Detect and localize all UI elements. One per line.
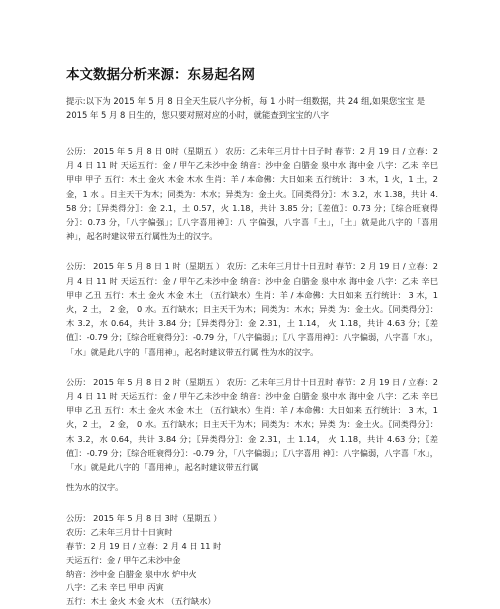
hour-3-spring-line: 春节：2 月 19 日 / 立春：2 月 4 日 11 时 (66, 541, 222, 552)
hour-3-bazi-line: 八字：乙未 辛巳 甲申 丙寅 (66, 582, 164, 593)
hour-3-lunar-line: 农历：乙未年三月廿十日寅时 (66, 527, 173, 538)
hour-3-nayin-line: 纳音：沙中金 白腊金 泉中水 炉中火 (66, 568, 197, 579)
document-page (66, 66, 438, 609)
hour-3-tianyun-line: 天运五行：金 / 甲午乙未沙中金 (66, 554, 181, 565)
document-title: 本文数据分析来源：东易起名网 (66, 67, 255, 83)
hour-0-paragraph: 公历： 2015 年 5 月 8 日 0时（星期五 ） 农历：乙未年三月廿十日子时 春节：2 月 19 日 / 立春：2 月 4 日 11 时 天运五行：金 / 甲午乙未沙中金 纳音：沙中金 白腊金 泉中水 海中金 八字：乙未 辛巳 甲申 甲子 五行：木土 金火 木金 木水 生肖：羊 / 本命佛：大日如来 五行统计： 3 木，1 火，1 土，2 金，1 水 。日主天干为木；同类为：木水；异类为：金土火。〖同类得分〗：木 3.2，水 1.38，共计 4.58 分；〖异类得分〗：金 2.1，土 0.57，火 1.18，共计 3.85 分；〖差值〗：0.73 分；〖综合旺衰得分〗：0.73 分，「八字偏强」；〖八字喜用神〗：八 字偏强，八字喜「土」，「土」就是此八字的「喜用神」，起名时建议带五行属性为土的汉字。 (66, 146, 438, 242)
hour-3-solar-line: 公历： 2015 年 5 月 8 日 3时（星期五 ） (66, 513, 222, 524)
intro-note: 提示:以下为 2015 年 5 月 8 日全天生辰八字分析，每 1 小时一组数据，共 24 组,如果您宝宝 是 2015 年 5 月 8 日生的，您只要对照对应的小时，就能查到宝宝的八字 (66, 96, 426, 120)
hour-2-continuation: 性为水的汉字。 (66, 482, 124, 493)
hour-3-wuxing-line: 五行：木土 金火 木金 火木 （五行缺水） (66, 596, 216, 607)
hour-1-paragraph: 公历： 2015 年 5 月 8 日 1 时（星期五 ） 农历：乙未年三月廿十日丑时 春节：2 月 19 日 / 立春：2 月 4 日 11 时 天运五行：金 / 甲午乙未沙中金 纳音：沙中金 白腊金 泉中水 海中金 八字：乙未 辛巳 甲申 乙丑 五行：木土 金火 木金 木土 （五行缺水）生肖：羊 / 本命佛：大日如来 五行统计： 3 木，1 火，2 土， 2 金， 0 水。五行缺水；日主天干为木；同类为：木水；异类 为：金土火。〖同类得分〗：木 3.2，水 0.64，共计 3.84 分；〖异类得分〗：金 2.31，土 1.14， 火 1.18，共计 4.63 分；〖差值〗：-0.79 分；〖综合旺衰得分〗：-0.79 分，「八字偏弱」；〖八 字喜用神〗：八字偏弱，八字喜「水」，「水」就是此八字的「喜用神」，起名时建议带五行属 性为水的汉字。 (66, 261, 438, 357)
hour-2-paragraph: 公历： 2015 年 5 月 8 日 2 时（星期五 ） 农历：乙未年三月廿十日丑时 春节：2 月 19 日 / 立春：2 月 4 日 11 时 天运五行：金 / 甲午乙未沙中金 纳音：沙中金 白腊金 泉中水 海中金 八字：乙未 辛巳 甲申 乙丑 五行：木土 金火 木金 木土 （五行缺水）生肖：羊 / 本命佛：大日如来 五行统计： 3 木，1 火，2 土， 2 金， 0 水。五行缺水；日主天干为木；同类为：木水；异类 为：金土火。〖同类得分〗：木 3.2，水 0.64，共计 3.84 分；〖异类得分〗：金 2.31，土 1.14， 火 1.18，共计 4.63 分；〖差值〗：-0.79 分；〖综合旺衰得分〗：-0.79 分，「八字偏弱」；〖八字喜用 神〗：八字偏弱，八字喜「水」，「水」就是此八字的「喜用神」，起名时建议带五行属 (66, 376, 438, 473)
hour-3-entry (66, 512, 438, 609)
